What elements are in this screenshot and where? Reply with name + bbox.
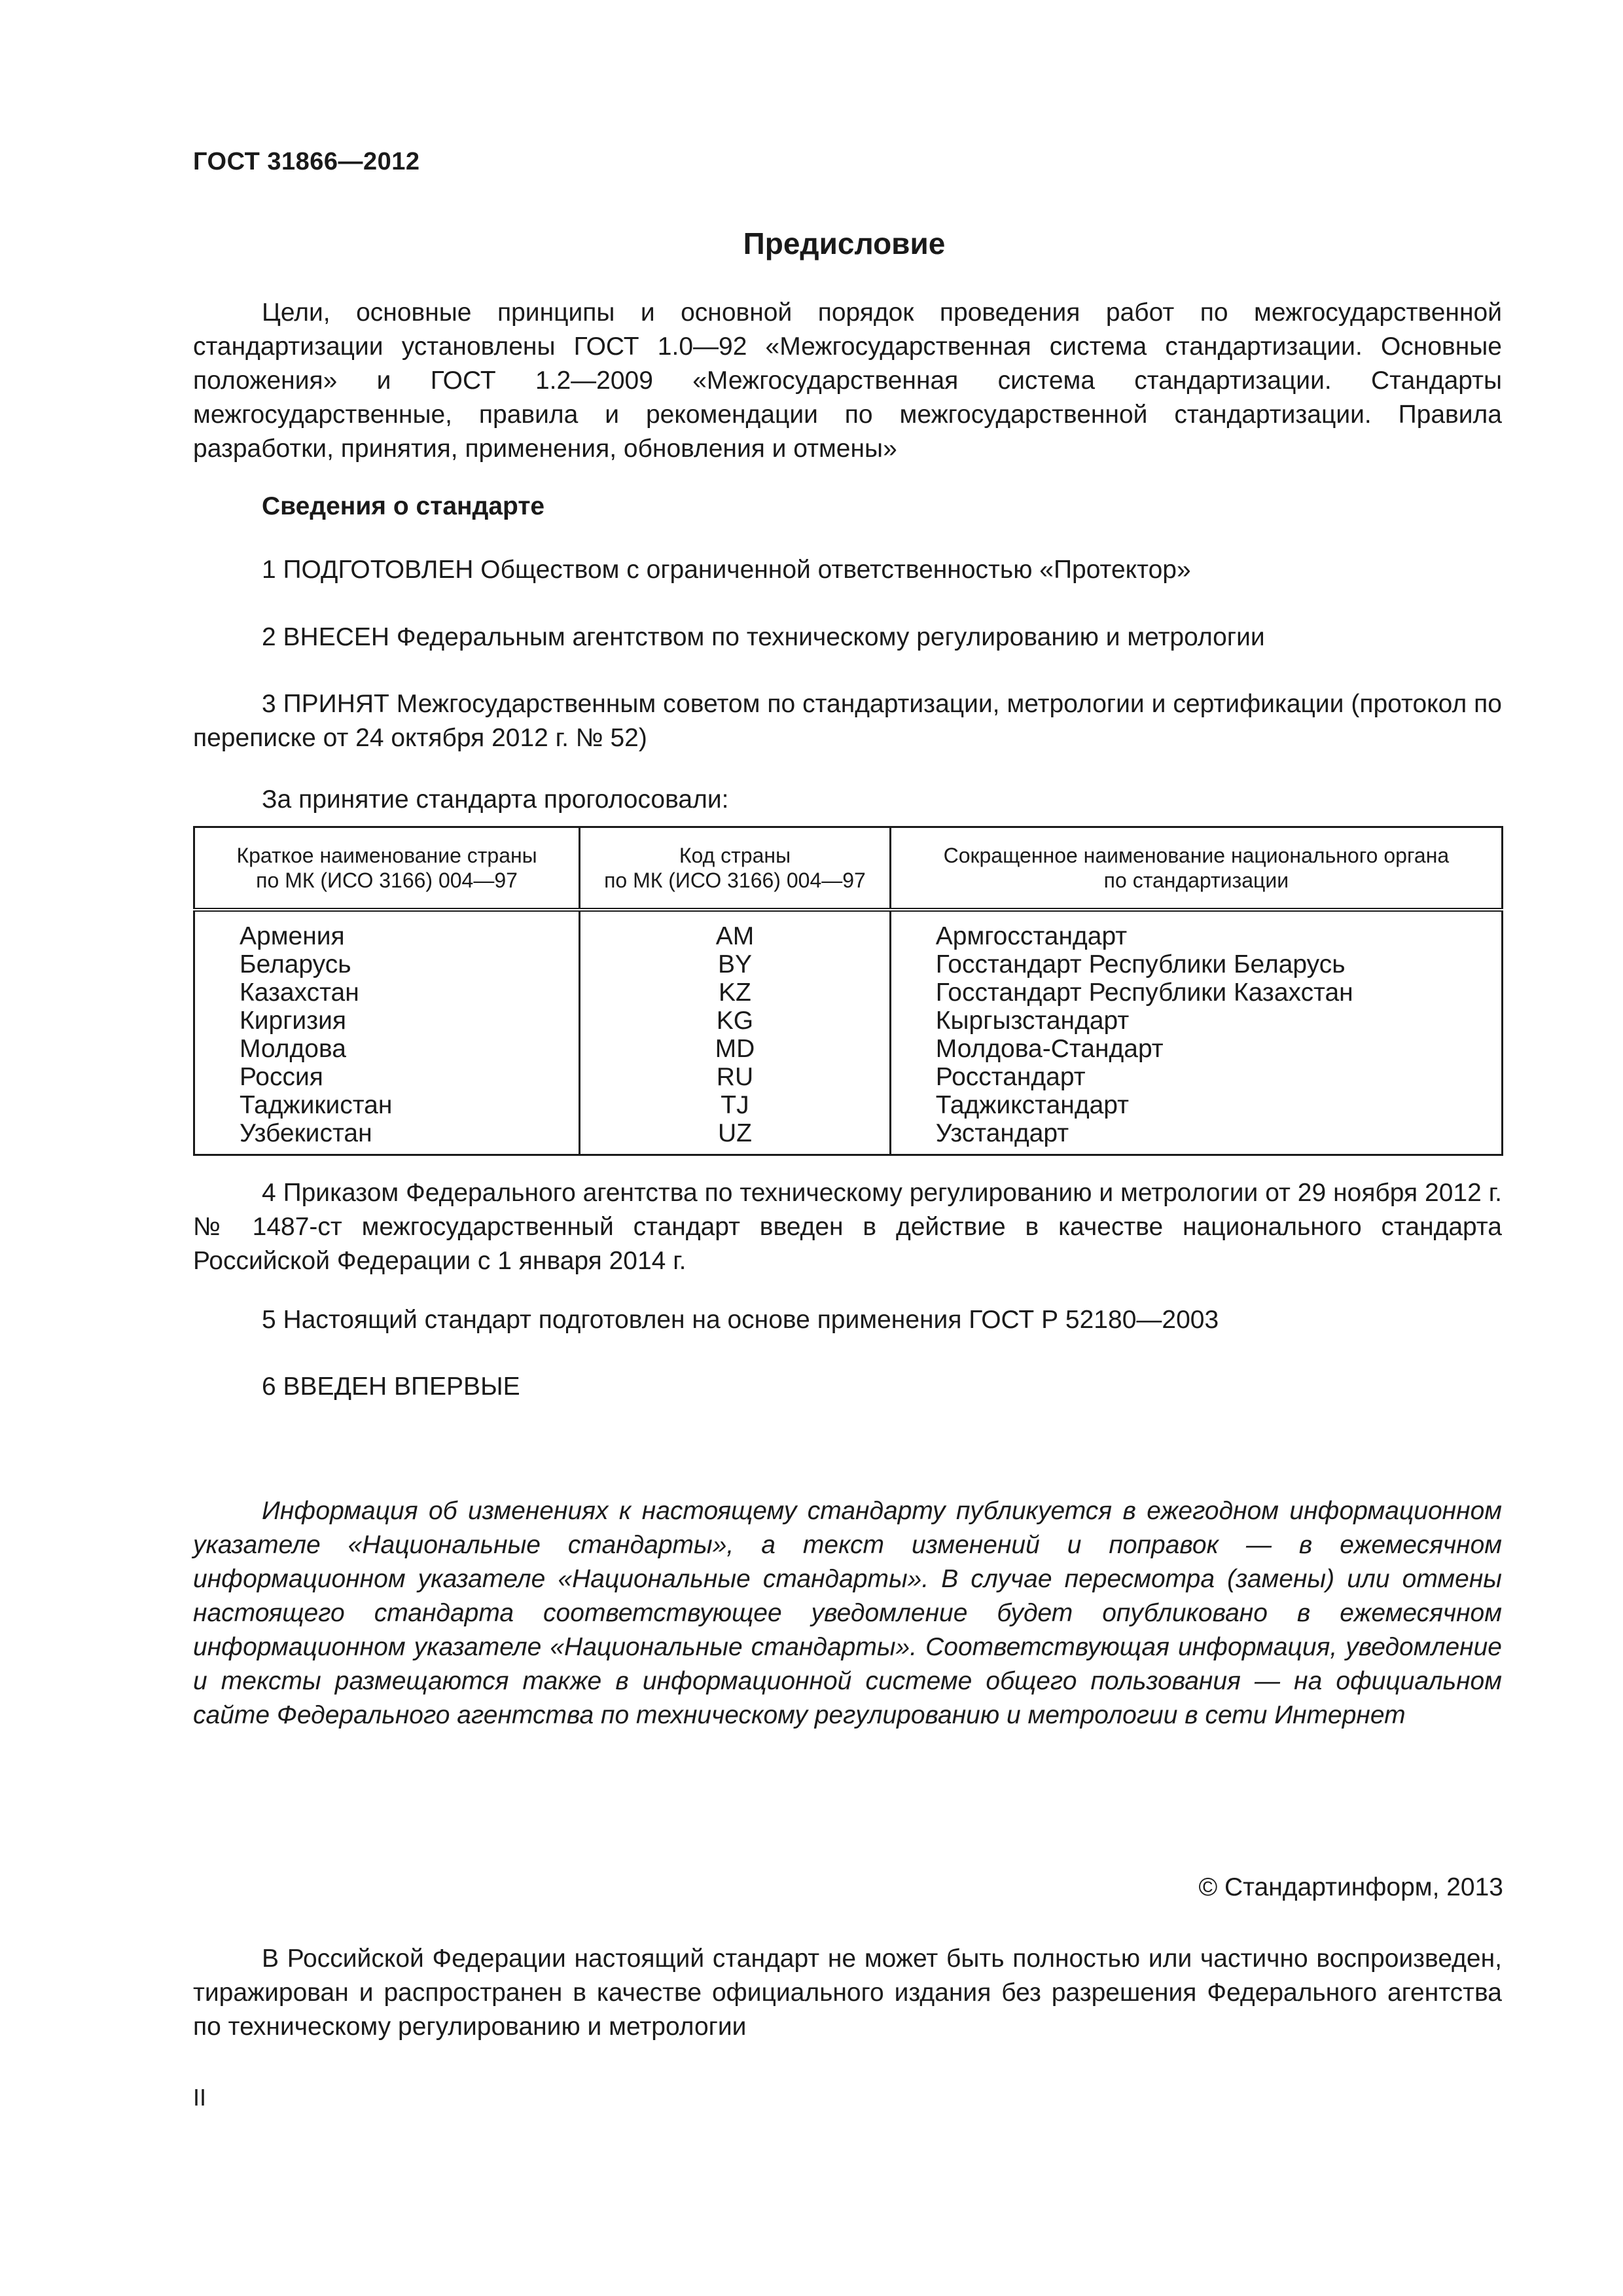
country-cell: Молдова <box>240 1035 346 1063</box>
header-line: Код страны <box>679 844 791 867</box>
national-body-cell: Кыргызстандарт <box>935 1007 1130 1035</box>
national-body-cell: Росстандарт <box>935 1063 1086 1091</box>
item-6-first-introduced: 6 ВВЕДЕН ВПЕРВЫЕ <box>262 1372 520 1401</box>
code-cell: RU <box>716 1063 754 1091</box>
document-id: ГОСТ 31866—2012 <box>193 148 420 175</box>
changes-info: Информация об изменениях к настоящему стандарту публикуется в ежегодном информационном указателе «Национальные стандарты», а текст изменений и поправок — в ежемесячном информационном указателе «Национальные стандарты». В случае пересмотра (замены) или отмены настоящего стандарта соответствующее уведомление будет опубликовано в ежемесячном информационном указателе «Национальные стандарты». Соответствующая информация, уведомление и тексты размещаются также в информационной системе общего пользования — на официальном сайте Федерального агентства по техническому регулированию и метрологии в сети Интернет <box>193 1497 1502 1729</box>
page-title: Предисловие <box>743 226 946 260</box>
header-code <box>580 827 891 910</box>
votes-intro: За принятие стандарта проголосовали: <box>262 785 729 814</box>
national-body-column <box>890 910 1502 1155</box>
national-body-cell: Узстандарт <box>935 1119 1069 1147</box>
item-1-prepared: 1 ПОДГОТОВЛЕН Обществом с ограниченной ответственностью «Протектор» <box>262 556 1191 584</box>
header-line: Краткое наименование страны <box>236 844 537 867</box>
code-column <box>580 910 891 1155</box>
page-number: II <box>193 2084 207 2111</box>
national-body-cell: Госстандарт Республики Беларусь <box>935 950 1346 978</box>
header-line: по МК (ИСО 3166) 004—97 <box>604 869 866 892</box>
header-line: Сокращенное наименование национального органа <box>943 844 1450 867</box>
country-column <box>194 910 580 1155</box>
info-heading: Сведения о стандарте <box>262 492 545 520</box>
header-line: по стандартизации <box>1103 869 1289 892</box>
code-cell: BY <box>717 950 752 978</box>
country-cell: Беларусь <box>240 950 351 978</box>
country-cell: Киргизия <box>240 1007 346 1035</box>
item-4-order: 4 Приказом Федерального агентства по техническому регулированию и метрологии от 29 ноября 2012 г. № 1487-ст межгосударственный стандарт введен в действие в качестве национального стандарта Российской Федерации с 1 января 2014 г. <box>193 1179 1502 1275</box>
table-body-row <box>194 910 1503 1155</box>
country-cell: Узбекистан <box>240 1119 372 1147</box>
country-cell: Россия <box>240 1063 323 1091</box>
votes-table <box>193 826 1503 1156</box>
header-national-body <box>890 827 1502 910</box>
country-cell: Таджикистан <box>240 1091 393 1119</box>
national-body-cell: Госстандарт Республики Казахстан <box>935 978 1353 1007</box>
code-cell: TJ <box>721 1091 749 1119</box>
country-cell: Казахстан <box>240 978 359 1007</box>
table-header-row <box>194 827 1503 910</box>
national-body-cell: Армгосстандарт <box>935 922 1128 950</box>
item-3-adopted: 3 ПРИНЯТ Межгосударственным советом по стандартизации, метрологии и сертификации (протокол по переписке от 24 октября 2012 г. № 52) <box>193 690 1502 752</box>
code-cell: KG <box>716 1007 754 1035</box>
national-body-cell: Молдова-Стандарт <box>935 1035 1164 1063</box>
code-cell: MD <box>715 1035 755 1063</box>
intro-paragraph: Цели, основные принципы и основной порядок проведения работ по межгосударственной стандартизации установлены ГОСТ 1.0—92 «Межгосударственная система стандартизации. Основные положения» и ГОСТ 1.2—2009 «Межгосударственная система стандартизации. Стандарты межгосударственные, правила и рекомендации по межгосударственной стандартизации. Правила разработки, принятия, применения, обновления и отмены» <box>193 298 1502 463</box>
header-line: по МК (ИСО 3166) 004—97 <box>256 869 518 892</box>
copyright: © Стандартинформ, 2013 <box>1198 1873 1503 1901</box>
code-cell: KZ <box>719 978 751 1007</box>
item-2-introduced: 2 ВНЕСЕН Федеральным агентством по техническому регулированию и метрологии <box>262 623 1265 651</box>
header-country <box>194 827 580 910</box>
code-cell: AM <box>715 922 755 950</box>
item-5-basis: 5 Настоящий стандарт подготовлен на основе применения ГОСТ Р 52180—2003 <box>262 1306 1219 1334</box>
reproduction-notice: В Российской Федерации настоящий стандарт не может быть полностью или частично воспроизведен, тиражирован и распространен в качестве официального издания без разрешения Федерального агентства по техническому регулированию и метрологии <box>193 1945 1502 2041</box>
country-cell: Армения <box>240 922 345 950</box>
national-body-cell: Таджикстандарт <box>935 1091 1129 1119</box>
code-cell: UZ <box>717 1119 752 1147</box>
